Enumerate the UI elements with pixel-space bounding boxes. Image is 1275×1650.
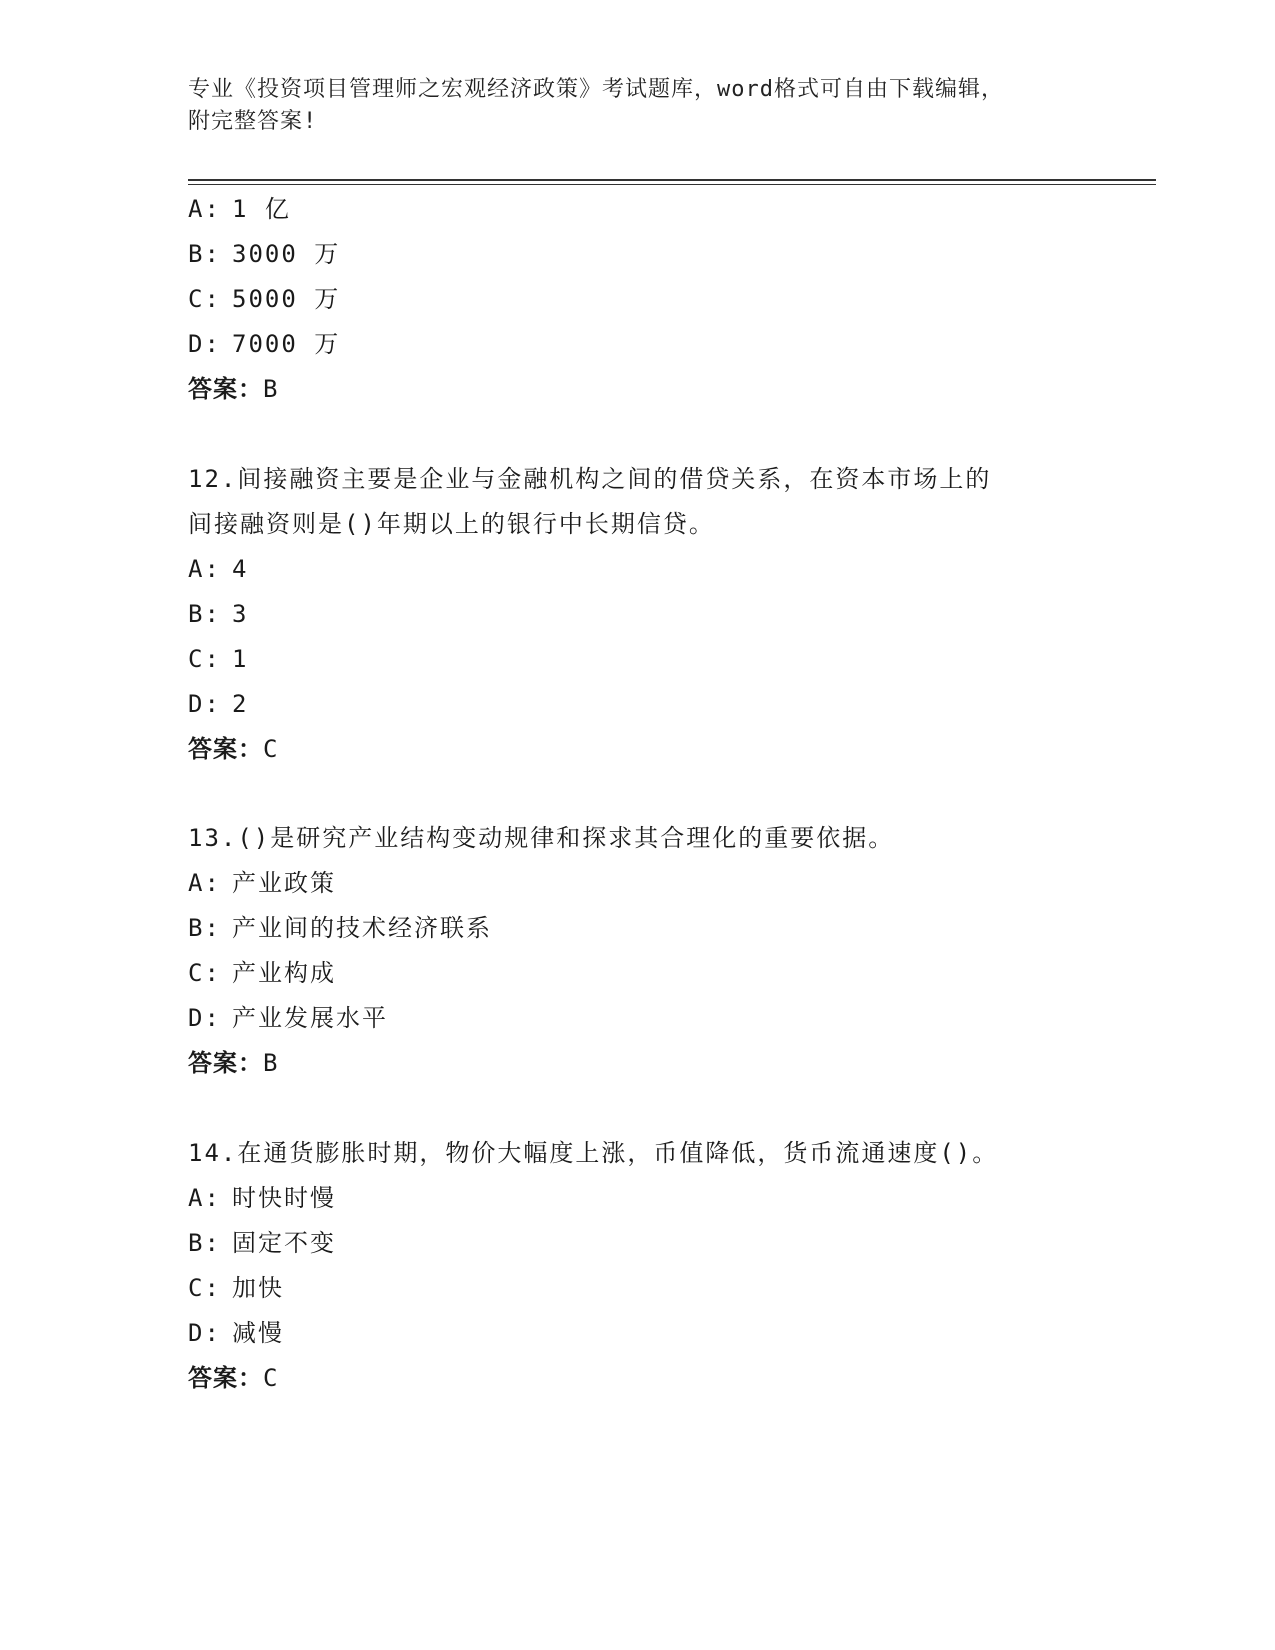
option-text: 7000 万 bbox=[232, 330, 341, 358]
q11-option-d bbox=[188, 328, 340, 360]
q11-option-a bbox=[188, 193, 291, 225]
option-text: 3 bbox=[232, 600, 249, 628]
option-key: D: bbox=[188, 1004, 221, 1032]
q13-option-a bbox=[188, 867, 336, 899]
option-text: 1 bbox=[232, 645, 249, 673]
document-header bbox=[188, 74, 1088, 138]
option-text: 产业构成 bbox=[232, 959, 336, 987]
q13-option-d bbox=[188, 1002, 388, 1034]
q12-stem-line-2: 间接融资则是()年期以上的银行中长期信贷。 bbox=[188, 510, 715, 538]
option-text: 固定不变 bbox=[232, 1229, 336, 1257]
option-key: B: bbox=[188, 240, 221, 268]
option-text: 1 亿 bbox=[232, 195, 291, 223]
option-text: 4 bbox=[232, 555, 249, 583]
option-text: 加快 bbox=[232, 1274, 284, 1302]
q14-stem-line-1: 14.在通货膨胀时期，物价大幅度上涨，币值降低，货币流通速度()。 bbox=[188, 1139, 999, 1167]
option-key: A: bbox=[188, 869, 221, 897]
option-key: B: bbox=[188, 1229, 221, 1257]
option-key: A: bbox=[188, 1184, 221, 1212]
q12-stem-line-1: 12.间接融资主要是企业与金融机构之间的借贷关系，在资本市场上的 bbox=[188, 465, 992, 493]
option-text: 5000 万 bbox=[232, 285, 341, 313]
q13-answer bbox=[188, 1047, 279, 1079]
option-text: 产业政策 bbox=[232, 869, 336, 897]
answer-value: C bbox=[263, 735, 280, 763]
option-key: C: bbox=[188, 1274, 221, 1302]
answer-value: B bbox=[263, 375, 280, 403]
answer-label: 答案： bbox=[188, 375, 263, 403]
option-key: A: bbox=[188, 195, 221, 223]
option-key: D: bbox=[188, 330, 221, 358]
option-text: 3000 万 bbox=[232, 240, 341, 268]
q14-option-c bbox=[188, 1272, 284, 1304]
answer-label: 答案： bbox=[188, 735, 263, 763]
q14-option-d bbox=[188, 1317, 284, 1349]
option-text: 减慢 bbox=[232, 1319, 284, 1347]
header-line-2: 附完整答案! bbox=[188, 109, 318, 134]
q13-stem-line-1: 13.()是研究产业结构变动规律和探求其合理化的重要依据。 bbox=[188, 824, 895, 852]
q12-option-c bbox=[188, 643, 248, 675]
option-text: 时快时慢 bbox=[232, 1184, 336, 1212]
answer-value: B bbox=[263, 1049, 280, 1077]
option-key: C: bbox=[188, 645, 221, 673]
q11-option-b bbox=[188, 238, 340, 270]
answer-label: 答案： bbox=[188, 1049, 263, 1077]
q14-answer bbox=[188, 1362, 279, 1394]
option-key: C: bbox=[188, 285, 221, 313]
q11-option-c bbox=[188, 283, 340, 315]
q12-option-d bbox=[188, 688, 248, 720]
option-text: 2 bbox=[232, 690, 249, 718]
answer-label: 答案： bbox=[188, 1364, 263, 1392]
option-key: D: bbox=[188, 1319, 221, 1347]
option-key: A: bbox=[188, 555, 221, 583]
option-text: 产业发展水平 bbox=[232, 1004, 388, 1032]
q14-option-a bbox=[188, 1182, 336, 1214]
option-key: B: bbox=[188, 914, 221, 942]
option-key: D: bbox=[188, 690, 221, 718]
header-line-1: 专业《投资项目管理师之宏观经济政策》考试题库，word格式可自由下载编辑， bbox=[188, 77, 1004, 102]
header-divider-thin bbox=[188, 184, 1156, 185]
q12-option-b bbox=[188, 598, 248, 630]
q11-answer bbox=[188, 373, 279, 405]
q12-option-a bbox=[188, 553, 248, 585]
answer-value: C bbox=[263, 1364, 280, 1392]
q13-option-b bbox=[188, 912, 492, 944]
q12-answer bbox=[188, 733, 279, 765]
option-text: 产业间的技术经济联系 bbox=[232, 914, 492, 942]
q13-option-c bbox=[188, 957, 336, 989]
header-divider-thick bbox=[188, 179, 1156, 181]
q14-option-b bbox=[188, 1227, 336, 1259]
option-key: C: bbox=[188, 959, 221, 987]
option-key: B: bbox=[188, 600, 221, 628]
